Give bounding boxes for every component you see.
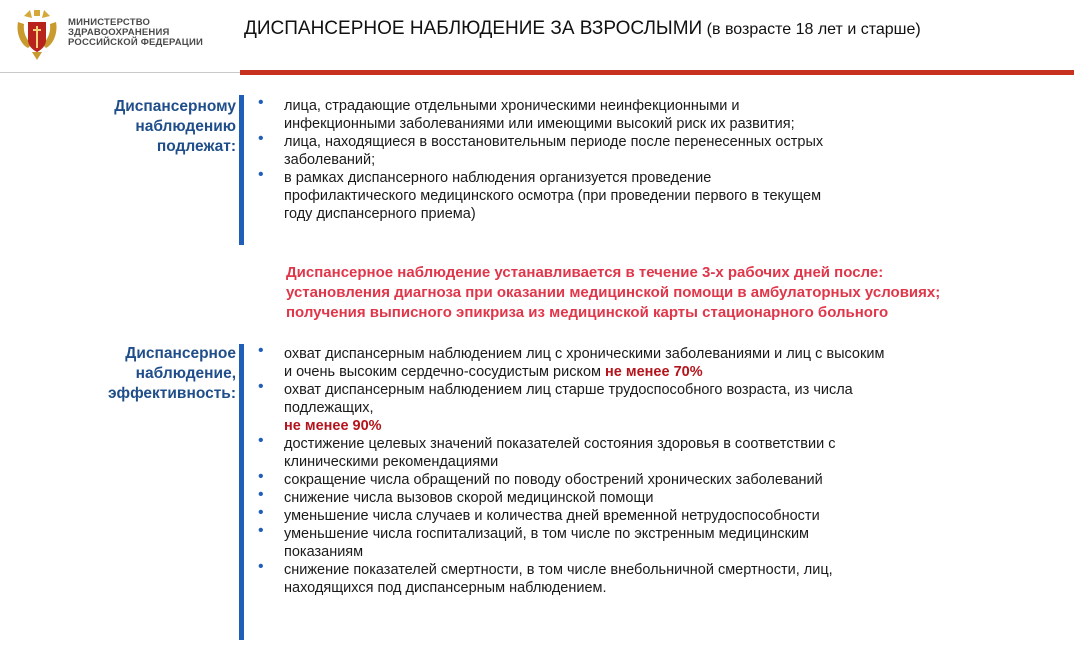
follow-up-deadline-note — [286, 263, 940, 323]
section-subject-label — [114, 97, 236, 157]
list-item — [258, 507, 884, 525]
header-divider-grey — [0, 72, 240, 73]
list-item — [258, 561, 884, 597]
label-line: эффективность: — [107, 385, 236, 402]
list-item — [258, 435, 884, 471]
header-divider-red — [240, 70, 1074, 75]
list-item-line: • снижение показателей смертности, в том числе внебольничной смертности, лиц, — [284, 562, 833, 578]
list-item-line: подлежащих, — [284, 400, 374, 416]
label-line: Диспансерное — [125, 345, 236, 362]
list-item-line: году диспансерного приема) — [284, 206, 476, 222]
list-item — [258, 525, 884, 561]
ministry-line: ЗДРАВООХРАНЕНИЯ — [68, 27, 170, 38]
list-item-line — [284, 363, 884, 381]
section-effectiveness-bar — [239, 344, 244, 640]
list-item-line: находящихся под диспансерным наблюдением. — [284, 580, 607, 596]
section-effectiveness-list — [258, 345, 884, 597]
list-item-line: показаниям — [284, 544, 364, 560]
list-item-line: • уменьшение числа случаев и количества дней временной нетрудоспособности — [284, 508, 820, 524]
section-effectiveness-label — [108, 344, 236, 404]
ministry-line: МИНИСТЕРСТВО — [68, 17, 151, 28]
section-subject-bar — [239, 95, 244, 245]
label-line: наблюдение, — [135, 365, 236, 382]
list-item — [258, 133, 823, 169]
list-item-line: • уменьшение числа госпитализаций, в том числе по экстренным медицинским — [284, 526, 810, 542]
target-value-highlight: не менее 70% — [605, 364, 703, 380]
list-item-line: • охват диспансерным наблюдением лиц с хроническими заболеваниями и лиц с высоким — [284, 346, 885, 362]
list-item-line: • охват диспансерным наблюдением лиц старше трудоспособного возраста, из числа — [284, 382, 853, 398]
list-item-line: • достижение целевых значений показателей состояния здоровья в соответствии с — [284, 436, 836, 452]
label-line: наблюдению — [135, 118, 236, 135]
list-item-line: • в рамках диспансерного наблюдения организуется проведение — [284, 170, 712, 186]
label-line: подлежат: — [156, 138, 236, 155]
list-item — [258, 489, 884, 507]
list-item — [258, 97, 823, 133]
page-title-main: ДИСПАНСЕРНОЕ НАБЛЮДЕНИЕ ЗА ВЗРОСЛЫМИ — [244, 18, 703, 39]
list-item-line: • снижение числа вызовов скорой медицинской помощи — [284, 490, 654, 506]
header — [0, 0, 1074, 70]
list-item — [258, 345, 884, 381]
list-item-line: профилактического медицинского осмотра (при проведении первого в текущем — [284, 188, 822, 204]
target-value-highlight: не менее 90% — [284, 418, 382, 434]
list-item-line: • сокращение числа обращений по поводу обострений хронических заболеваний — [284, 472, 823, 488]
list-item — [258, 471, 884, 489]
section-subject-list — [258, 97, 823, 223]
list-item-text: и очень высоким сердечно-сосудистым риском — [284, 364, 606, 380]
coat-of-arms-emblem-icon — [14, 8, 60, 64]
list-item-line: • лица, страдающие отдельными хроническими неинфекционными и — [284, 98, 740, 114]
list-item-line: инфекционными заболеваниями или имеющими высокий риск их развития; — [284, 116, 795, 132]
ministry-name — [68, 18, 203, 48]
list-item — [258, 381, 884, 435]
list-item-line: заболеваний; — [284, 152, 376, 168]
note-line: установления диагноза при оказании медицинской помощи в амбулаторных условиях; — [286, 284, 941, 301]
note-line: Диспансерное наблюдение устанавливается в течение 3-х рабочих дней после: — [286, 264, 884, 281]
note-line: получения выписного эпикриза из медицинской карты стационарного больного — [286, 304, 889, 321]
list-item-line: • лица, находящиеся в восстановительным периоде после перенесенных острых — [284, 134, 824, 150]
list-item-line: клиническими рекомендациями — [284, 454, 499, 470]
ministry-line: РОССИЙСКОЙ ФЕДЕРАЦИИ — [68, 37, 204, 48]
page-title — [244, 18, 921, 40]
list-item — [258, 169, 823, 223]
label-line: Диспансерному — [114, 98, 236, 115]
page-title-sub: (в возрасте 18 лет и старше) — [702, 21, 921, 38]
